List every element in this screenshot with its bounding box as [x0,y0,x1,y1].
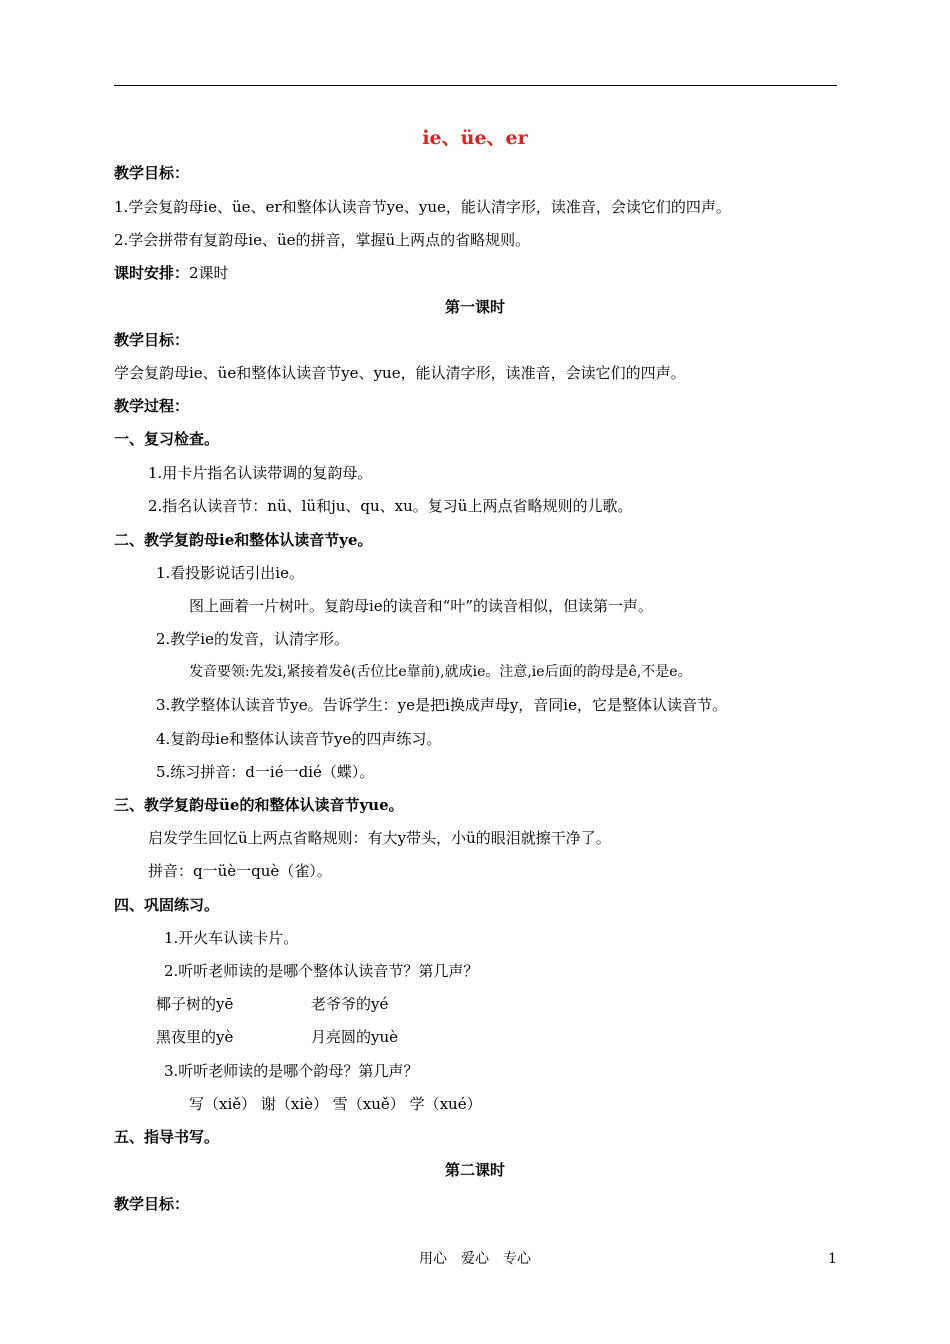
section-heading: 二、教学复韵母ie和整体认读音节ye。 [114,531,373,549]
document-title: ie、üe、er [422,127,528,149]
example-item: 月亮圆的yuè [311,1028,399,1046]
page-number: 1 [828,1251,837,1267]
list-item: 4.复韵母ie和整体认读音节ye的四声练习。 [156,730,442,748]
list-item: 3.教学整体认读音节ye。告诉学生：ye是把i换成声母y，音同ie，它是整体认读音节。 [156,696,727,714]
header-rule [114,85,837,86]
section-heading: 四、巩固练习。 [114,896,220,914]
section-heading: 五、指导书写。 [114,1128,220,1146]
paragraph: 拼音：q一üè一què（雀）。 [148,862,332,880]
paragraph: 发音要领:先发i,紧接着发ê(舌位比e靠前),就成ie。注意,ie后面的韵母是ê,不是e。 [189,664,692,680]
list-item: 1.开火车认读卡片。 [164,929,299,947]
section-heading: 教学过程： [114,397,190,415]
paragraph: 图上画着一片树叶。复韵母ie的读音和“叶”的读音相似，但读第一声。 [189,597,654,615]
section-heading: 教学目标： [114,331,190,349]
section-heading: 教学目标： [114,164,190,182]
schedule-value: 2课时 [189,264,229,282]
list-item: 3.听听老师读的是哪个韵母？第几声？ [164,1062,419,1080]
page-footer: 用心 爱心 专心 [419,1251,531,1267]
lesson-heading: 第二课时 [444,1161,505,1179]
section-heading: 一、复习检查。 [114,430,220,448]
example-item: 椰子树的yē [156,995,234,1013]
list-item: 2.听听老师读的是哪个整体认读音节？第几声？ [164,962,479,980]
section-heading: 教学目标： [114,1195,190,1213]
schedule-line: 课时安排：2课时 [114,264,229,282]
paragraph: 1.学会复韵母ie、üe、er和整体认读音节ye、yue，能认清字形，读准音，会读它们的四声。 [114,198,731,216]
example-item: 黑夜里的yè [156,1028,234,1046]
paragraph: 学会复韵母ie、üe和整体认读音节ye、yue，能认清字形，读准音，会读它们的四声。 [114,364,686,382]
paragraph: 启发学生回忆ü上两点省略规则：有大y带头，小ü的眼泪就擦干净了。 [148,829,611,847]
paragraph: 2.学会拼带有复韵母ie、üe的拼音，掌握ü上两点的省略规则。 [114,231,531,249]
list-item: 1.用卡片指名认读带调的复韵母。 [148,464,373,482]
list-item: 2.教学ie的发音，认清字形。 [156,630,349,648]
section-heading: 三、教学复韵母üe的和整体认读音节yue。 [114,796,404,814]
list-item: 1.看投影说话引出ie。 [156,564,304,582]
example-item: 写（xiě） 谢（xiè） 雪（xuě） 学（xué） [189,1095,482,1113]
list-item: 2.指名认读音节：nü、lü和ju、qu、xu。复习ü上两点省略规则的儿歌。 [148,497,633,515]
list-item: 5.练习拼音：d一ié一dié（蝶）。 [156,763,375,781]
example-item: 老爷爷的yé [311,995,389,1013]
lesson-heading: 第一课时 [444,298,505,316]
